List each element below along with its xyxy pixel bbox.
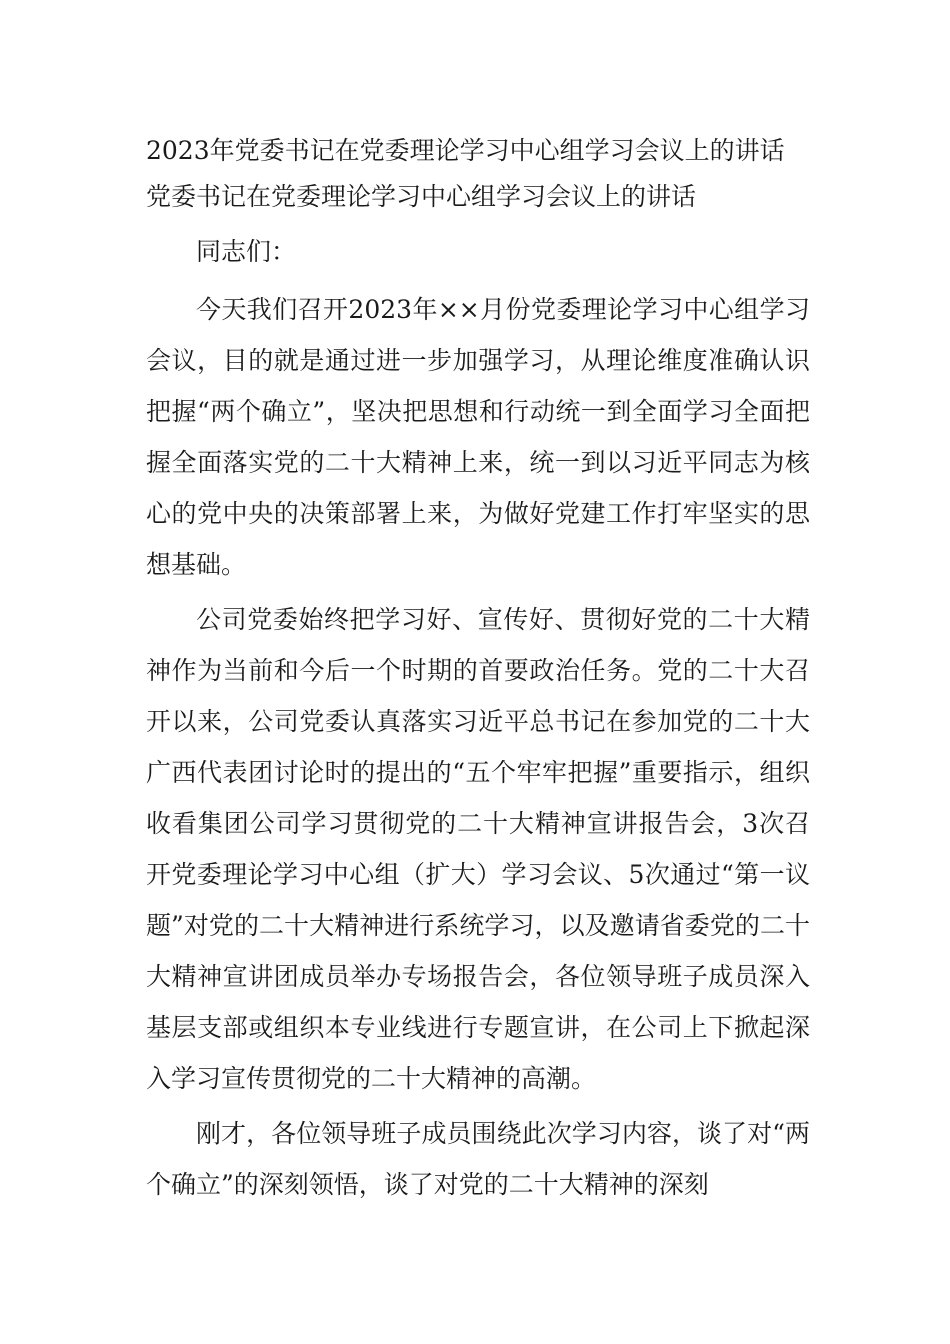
- document-title: 2023年党委书记在党委理论学习中心组学习会议上的讲话: [146, 136, 785, 165]
- paragraph-2: 公司党委始终把学习好、宣传好、贯彻好党的二十大精神作为当前和今后一个时期的首要政治任务。党的二十大召开以来，公司党委认真落实习近平总书记在参加党的二十大广西代表团讨论时的提出的“五个牢牢把握”重要指示，组织收看集团公司学习贯彻党的二十大精神宣讲报告会，3次召开党委理论学习中心组（扩大）学习会议、5次通过“第一议题”对党的二十大精神进行系统学习，以及邀请省委党的二十大精神宣讲团成员举办专场报告会，各位领导班子成员深入基层支部或组织本专业线进行专题宣讲，在公司上下掀起深入学习宣传贯彻党的二十大精神的高潮。: [146, 605, 810, 1093]
- greeting: 同志们：: [196, 237, 297, 266]
- paragraph-3: 刚才，各位领导班子成员围绕此次学习内容，谈了对“两个确立”的深刻领悟，谈了对党的二十大精神的深刻: [146, 1119, 810, 1199]
- document-body: [146, 128, 810, 1210]
- paragraph-1: 今天我们召开2023年××月份党委理论学习中心组学习会议，目的就是通过进一步加强学习，从理论维度准确认识把握“两个确立”，坚决把思想和行动统一到全面学习全面把握全面落实党的二十大精神上来，统一到以习近平同志为核心的党中央的决策部署上来，为做好党建工作打牢坚实的思想基础。: [146, 295, 810, 579]
- document-subtitle: 党委书记在党委理论学习中心组学习会议上的讲话: [146, 182, 697, 211]
